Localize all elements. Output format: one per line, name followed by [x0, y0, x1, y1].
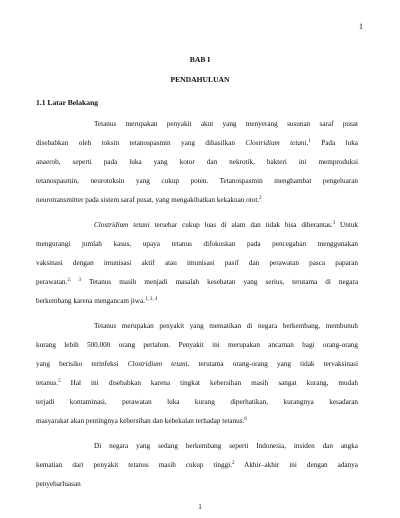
- text-line: neurotransmitter pada sistem saraf pusat, yang mengakibatkan kekakuan otot.$^2$: [36, 196, 262, 204]
- citation: 5: [58, 379, 61, 384]
- text-line: yang berisiko terinfeksi Clostridium tetani, terutama orang-orang yang tidak tervaksinasi: [36, 360, 358, 368]
- text-line: kematian dari penyakit tetanus masih cukup tinggi.$^2$ Akhir–akhir ini dengan adanya: [36, 461, 358, 469]
- citation: 3: [332, 221, 336, 226]
- citation: 2: [232, 461, 235, 466]
- text-line: vaksinasi dengan imunisasi aktif atau imunisasi pasif dan perawatan pasca paparan: [36, 259, 358, 267]
- species-name: Clostridium tetani: [245, 139, 307, 147]
- text-line: disebabkan oleh toksin tetanospasmin yang dihasilkan Clostridium tetani.$^1$ Pada luka: [36, 139, 358, 147]
- page-number-bottom: 1: [198, 502, 202, 511]
- text-line: kurang lebih 500.000 orang pertahun. Penyakit ini merupakan ancaman bagi orang-orang: [36, 341, 358, 349]
- citation: 1: [308, 139, 311, 144]
- section-heading: 1.1 Latar Belakang: [36, 98, 99, 107]
- text-line: mengurangi jumlah kasus, upaya tetanus difokuskan pada pencegahan menggunakan: [36, 240, 358, 248]
- citation: 6: [244, 417, 247, 422]
- citation: 2: [259, 196, 262, 201]
- page-number-top: 1: [359, 22, 363, 31]
- species-name: Clostridium tetani,: [127, 360, 190, 368]
- text-line: Di negara yang sedang berkembang seperti Indonesia, insiden dan angka: [94, 442, 358, 450]
- text-line: penyebarluasan: [36, 480, 81, 488]
- chapter-title: PENDAHULUAN: [170, 75, 230, 84]
- text-line: masyarakat akan pentingnya kebersihan dan kebekalan terhadap tetanus.$^6$: [36, 417, 247, 425]
- text-line: anaerob, seperti pada luka yang kotor dan nekrotik, bakteri ini memproduksi: [36, 158, 358, 166]
- text-line: tetanospasmin, neurotoksin yang cukup poten. Tetanospasmin menghambat pengeluaran: [36, 177, 358, 185]
- citation: 1, 2, 4: [144, 297, 158, 302]
- text-line: Tetanus merupakan penyakit yang mematikan di negara berkembang, membunuh: [94, 322, 358, 330]
- text-line: Tetanus merupakan penyakit akut yang menyerang susunan saraf pusat: [94, 120, 358, 128]
- text-line: berkembang karena mengancam jiwa.$^{1, 2, 4}$: [36, 297, 158, 305]
- citation: 2, 3: [67, 278, 82, 283]
- text-line: terjadi kontaminasi, perawatan luka kurang diperhatikan, kurangnya kesadaran: [36, 398, 358, 406]
- chapter-heading: BAB I: [189, 55, 211, 64]
- text-line: tetanus.$^5$ Hal ini disebabkan karena tingkat kebersihan masih sangat kurang, mudah: [36, 379, 358, 387]
- text-line: perawatan.$^{2, 3}$ Tetanus masih menjadi masalah kesehatan yang serius, terutama di negara: [36, 278, 359, 286]
- text-line: Clostridium tetani tersebar cukup luas di alam dan tidak bisa diberantas.$^3$ Untuk: [94, 221, 359, 229]
- species-name: Clostridium tetani: [94, 221, 150, 229]
